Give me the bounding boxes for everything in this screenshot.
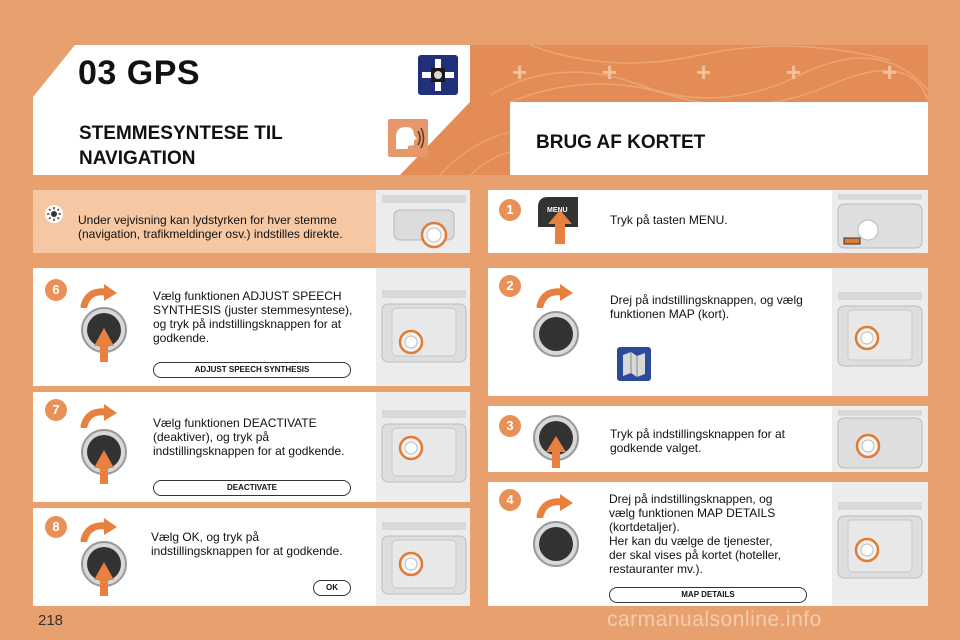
right-section-title: BRUG AF KORTET	[536, 132, 706, 153]
page-number: 218	[38, 612, 64, 629]
map-icon	[617, 347, 651, 381]
step-2-text: Drej på indstillingsknappen, og vælg funktionen MAP (kort).	[610, 293, 803, 321]
screen-label-map-details: MAP DETAILS	[609, 587, 807, 603]
watermark: carmanualsonline.info	[607, 608, 822, 631]
step-4-text: Drej på indstillingsknappen, og vælg funktionen MAP DETAILS (kortdetaljer). Her kan du vælge de tjenester, der skal vises på kortet (hoteller, restauranter mv.).	[609, 492, 782, 576]
tip-text: Under vejvisning kan lydstyrken for hver stemme (navigation, trafikmeldinger osv.) indstilles direkte.	[78, 213, 343, 241]
step-6-text: Vælg funktionen ADJUST SPEECH SYNTHESIS (juster stemmesyntese), og tryk på indstillingsknappen for at godkende.	[153, 289, 353, 345]
plus-mark: +	[696, 57, 712, 87]
plus-mark: +	[602, 57, 618, 87]
knob-icon	[532, 520, 580, 568]
knob-press-icon	[80, 306, 128, 364]
step-number: 2	[499, 275, 521, 297]
radio-panel-image	[832, 482, 928, 606]
screen-label-adjust-speech-synthesis: ADJUST SPEECH SYNTHESIS	[153, 362, 351, 378]
step-3-text: Tryk på indstillingsknappen for at godkende valget.	[610, 427, 785, 455]
knob-press-icon	[532, 414, 580, 470]
step-7-text: Vælg funktionen DEACTIVATE (deaktiver), og tryk på indstillingsknappen for at godkende.	[153, 416, 345, 458]
press-arrow-icon	[548, 210, 572, 244]
step-number: 3	[499, 415, 521, 437]
step-number: 4	[499, 489, 521, 511]
rotate-arrow-icon	[536, 494, 574, 518]
radio-panel-image	[376, 392, 470, 502]
plus-mark: +	[786, 57, 802, 87]
screen-label-ok: OK	[313, 580, 351, 596]
rotate-arrow-icon	[536, 284, 574, 308]
header-right-bar	[470, 45, 928, 102]
radio-panel-image	[832, 190, 928, 253]
step-number: 6	[45, 279, 67, 301]
plus-mark: +	[882, 57, 898, 87]
rotate-arrow-icon	[80, 518, 118, 542]
menu-key-label: MENU	[547, 207, 568, 214]
rotate-arrow-icon	[80, 284, 118, 308]
radio-panel-image	[376, 508, 470, 606]
radio-panel-image	[832, 406, 928, 472]
screen-label-deactivate: DEACTIVATE	[153, 480, 351, 496]
rotate-arrow-icon	[80, 404, 118, 428]
step-number: 8	[45, 516, 67, 538]
left-section-title: STEMMESYNTESE TIL NAVIGATION	[79, 123, 283, 169]
step-8-text: Vælg OK, og tryk på indstillingsknappen for at godkende.	[151, 530, 343, 558]
step-1-text: Tryk på tasten MENU.	[610, 213, 728, 227]
plus-mark: +	[512, 57, 528, 87]
knob-icon	[532, 310, 580, 358]
sun-tip-icon	[44, 204, 64, 224]
page-title: 03 GPS	[78, 54, 201, 92]
knob-press-icon	[80, 540, 128, 598]
radio-panel-image	[832, 268, 928, 396]
speech-head-icon	[388, 119, 428, 157]
step-number: 1	[499, 199, 521, 221]
radio-panel-image	[376, 190, 470, 253]
knob-press-icon	[80, 428, 128, 486]
radio-panel-image	[376, 268, 470, 386]
step-number: 7	[45, 399, 67, 421]
gps-navigation-icon	[418, 55, 458, 95]
